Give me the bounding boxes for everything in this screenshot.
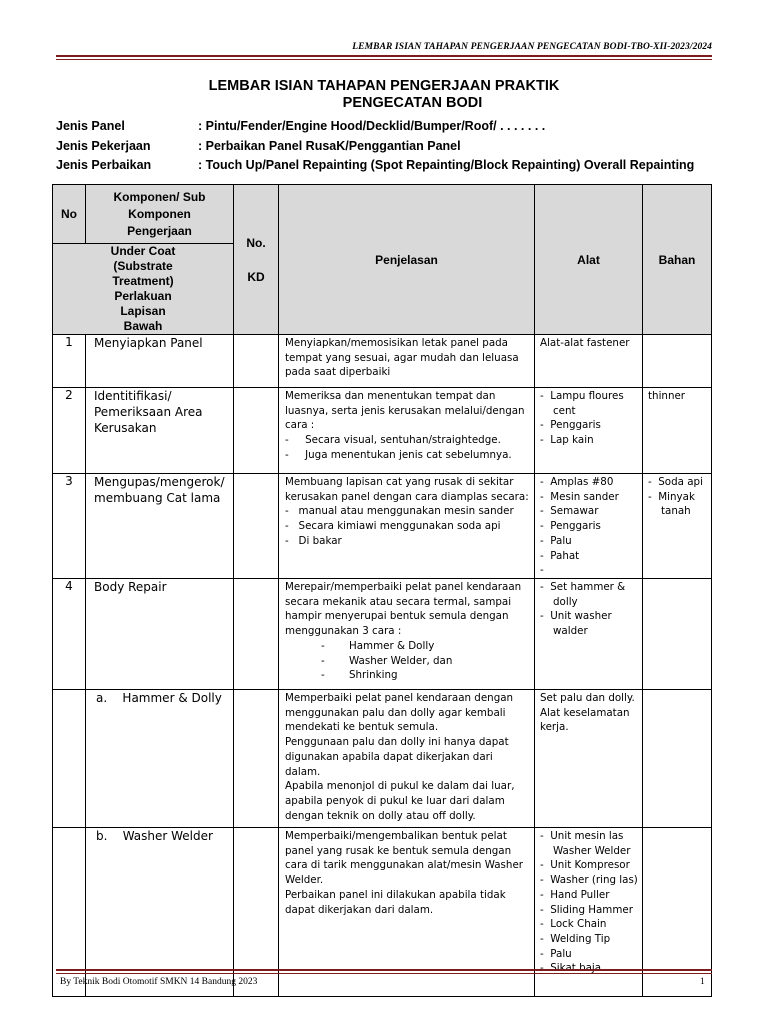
row-number: 4 <box>53 579 86 690</box>
description-text: Memperbaiki/mengembalikan bentuk pelat panel yang rusak ke bentuk semula dengan cara di tarik menggunakan alat/mesin Washer Welder. <box>285 830 524 887</box>
row-description <box>279 690 535 828</box>
row-materials <box>643 690 712 828</box>
description-item: - Hammer & Dolly <box>285 639 529 654</box>
description-item: - Di bakar <box>285 534 342 547</box>
table-row <box>53 388 712 474</box>
tool-item: - Set hammer & dolly <box>540 581 626 608</box>
row-component: Mengupas/mengerok/ membuang Cat lama <box>86 474 234 579</box>
row-materials <box>643 579 712 690</box>
row-tools <box>535 388 643 474</box>
table-row <box>53 335 712 388</box>
row-number <box>53 690 86 828</box>
row-kd <box>234 388 279 474</box>
row-component: Menyiapkan Panel <box>86 335 234 388</box>
meta-label: Jenis Perbaikan <box>56 158 152 172</box>
tool-item: Alat-alat fastener <box>540 337 630 349</box>
tool-item: - Mesin sander <box>540 490 619 503</box>
tool-item: - Lock Chain <box>540 918 607 931</box>
tool-item: - Lampu floures cent <box>540 390 624 417</box>
tool-item: - Sliding Hammer <box>540 903 633 916</box>
row-number: 2 <box>53 388 86 474</box>
description-item: - manual atau menggunakan mesin sander <box>285 505 514 518</box>
table-row <box>53 579 712 690</box>
row-number: 3 <box>53 474 86 579</box>
description-text: Perbaikan panel ini dilakukan apabila tidak dapat dikerjakan dari dalam. <box>285 888 506 916</box>
header-no-kd-line2: KD <box>247 269 265 284</box>
tool-item: - Palu <box>540 947 572 960</box>
tool-item: - Penggaris <box>540 520 601 533</box>
description-text: Merepair/memperbaiki pelat panel kendaraan secara mekanik atau secara termal, sampai hampir menyerupai bentuk semula dengan menggunakan 3 cara : <box>285 581 522 638</box>
meta-value: : Perbaikan Panel RusaK/Penggantian Panel <box>198 139 461 153</box>
meta-value: : Pintu/Fender/Engine Hood/Decklid/Bumper/Roof/ . . . . . . . <box>198 119 546 133</box>
tool-item: - Hand Puller <box>540 888 610 901</box>
row-component: b. Washer Welder <box>86 828 234 997</box>
row-description <box>279 579 535 690</box>
row-tools <box>535 474 643 579</box>
header-rule <box>56 55 712 57</box>
row-tools <box>535 828 643 997</box>
tool-item: - Welding Tip <box>540 932 611 945</box>
header-rule-thin <box>56 59 712 60</box>
footer-rule <box>56 969 712 971</box>
material-item: - Minyak tanah <box>648 490 695 518</box>
row-tools <box>535 335 643 388</box>
row-kd <box>234 690 279 828</box>
description-text: Membuang lapisan cat yang rusak di sekitar kerusakan panel dengan cara diamplas secara: <box>285 476 529 503</box>
description-text: Penggunaan palu dan dolly ini hanya dapat digunakan apabila dapat dikerjakan dari dalam. <box>285 736 509 778</box>
tool-item: - Washer (ring las) <box>540 874 638 887</box>
tool-item: Set palu dan dolly. <box>540 692 635 704</box>
row-tools <box>535 579 643 690</box>
description-item: - Shrinking <box>285 668 529 683</box>
row-materials <box>643 828 712 997</box>
description-item: - Secara kimiawi menggunakan soda api <box>285 520 501 533</box>
row-tools <box>535 690 643 828</box>
description-text: Memperbaiki pelat panel kendaraan dengan menggunakan palu dan dolly agar kembali mendekati ke bentuk semula. <box>285 692 514 734</box>
row-component: Body Repair <box>86 579 234 690</box>
procedure-table <box>52 184 712 997</box>
row-kd <box>234 474 279 579</box>
row-description <box>279 828 535 997</box>
row-number <box>53 828 86 997</box>
page-number: 1 <box>700 977 705 987</box>
row-kd <box>234 579 279 690</box>
header-no-kd <box>234 185 279 335</box>
tool-item: - Unit washer walder <box>540 610 612 638</box>
section-under-coat: Under Coat (Substrate Treatment) Perlakuan Lapisan Bawah <box>53 244 234 335</box>
document-title-line2: PENGECATAN BODI <box>342 95 483 111</box>
tool-item: - Unit mesin las Washer Welder <box>540 830 631 857</box>
tool-item: - Lap kain <box>540 434 594 447</box>
row-description: Menyiapkan/memosisikan letak panel pada tempat yang sesuai, agar mudah dan leluasa pada saat diperbaiki <box>279 335 535 388</box>
meta-label: Jenis Panel <box>56 119 125 133</box>
tool-item: - Penggaris <box>540 419 601 432</box>
header-no-kd-line1: No. <box>246 235 266 250</box>
material-item: - Soda api <box>648 476 703 488</box>
tool-item: - <box>540 564 551 577</box>
header-bahan: Bahan <box>643 185 712 335</box>
header-alat: Alat <box>535 185 643 335</box>
tool-item: Alat keselamatan kerja. <box>540 706 630 734</box>
table-row <box>53 690 712 828</box>
header-no: No <box>53 185 86 244</box>
material-item: thinner <box>648 390 686 402</box>
document-title-line1: LEMBAR ISIAN TAHAPAN PENGERJAAN PRAKTIK <box>208 78 560 94</box>
row-description <box>279 474 535 579</box>
tool-item: - Unit Kompresor <box>540 859 630 872</box>
meta-label: Jenis Pekerjaan <box>56 139 151 153</box>
row-materials <box>643 388 712 474</box>
running-header: LEMBAR ISIAN TAHAPAN PENGERJAAN PENGECATAN BODI-TBO-XII-2023/2024 <box>352 42 712 52</box>
footer-rule-thin <box>56 973 712 974</box>
header-penjelasan: Penjelasan <box>279 185 535 335</box>
tool-item: - Pahat <box>540 549 580 562</box>
row-materials <box>643 474 712 579</box>
description-item: - Juga menentukan jenis cat sebelumnya. <box>285 448 512 461</box>
description-item: - Secara visual, sentuhan/straightedge. <box>285 434 501 447</box>
row-component: a. Hammer & Dolly <box>86 690 234 828</box>
row-component: Identitifikasi/ Pemeriksaan Area Kerusakan <box>86 388 234 474</box>
tool-item: - Palu <box>540 534 572 547</box>
row-materials <box>643 335 712 388</box>
row-kd <box>234 828 279 997</box>
row-number: 1 <box>53 335 86 388</box>
meta-value: : Touch Up/Panel Repainting (Spot Repainting/Block Repainting) Overall Repainting <box>198 158 695 172</box>
description-item: - Washer Welder, dan <box>285 654 529 669</box>
table-row <box>53 474 712 579</box>
header-komponen: Komponen/ Sub Komponen Pengerjaan <box>86 185 234 244</box>
tool-item: - Semawar <box>540 505 599 518</box>
row-description <box>279 388 535 474</box>
table-row <box>53 828 712 997</box>
tool-item: - Amplas #80 <box>540 476 614 488</box>
description-text: Apabila menonjol di pukul ke dalam dai luar, apabila penyok di pukul ke luar dari dalam dengan teknik on dolly atau off dolly. <box>285 780 515 822</box>
description-text: Memeriksa dan menentukan tempat dan luasnya, serta jenis kerusakan melalui/dengan cara : <box>285 390 525 432</box>
footer-credit: By Teknik Bodi Otomotif SMKN 14 Bandung 2023 <box>60 977 258 987</box>
row-kd <box>234 335 279 388</box>
